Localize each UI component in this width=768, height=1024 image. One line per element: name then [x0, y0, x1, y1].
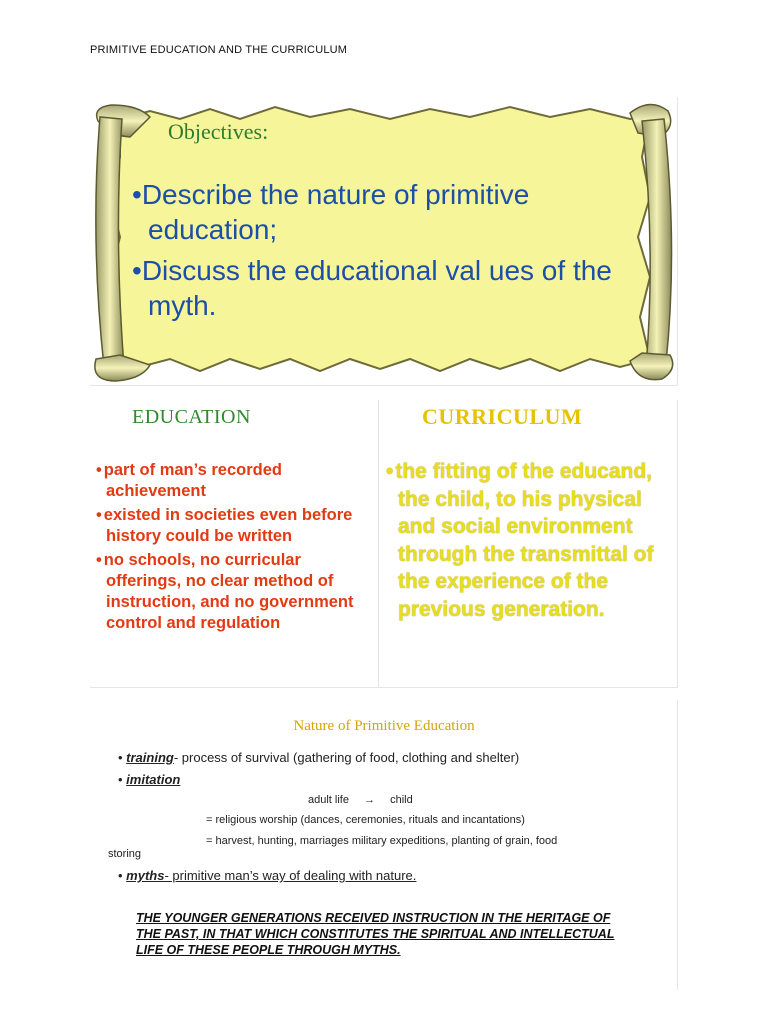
bullet-icon: •	[118, 868, 127, 883]
document-title: PRIMITIVE EDUCATION AND THE CURRICULUM	[90, 44, 348, 56]
education-heading: EDUCATION	[132, 406, 251, 428]
child-label: child	[390, 794, 413, 806]
training-description: - process of survival (gathering of food, clothing and shelter)	[173, 750, 520, 765]
myths-description: - primitive man’s way of dealing with nature.	[164, 868, 417, 883]
bullet-icon: •	[118, 772, 127, 787]
objectives-heading: Objectives:	[168, 119, 269, 144]
education-item: • no schools, no curricular offerings, no clear method of instruction, and no government control and regulation	[94, 550, 376, 634]
training-line	[118, 750, 519, 765]
curriculum-heading: CURRICULUM	[422, 404, 583, 429]
nature-heading: Nature of Primitive Education	[293, 718, 475, 734]
myths-line	[118, 868, 416, 883]
education-curriculum-slide	[90, 400, 678, 688]
column-divider	[378, 400, 379, 688]
curriculum-list	[384, 458, 674, 623]
objectives-list	[132, 177, 652, 329]
myths-term: myths	[126, 868, 165, 883]
education-item: • part of man’s recorded achievement	[94, 460, 376, 502]
harvest-line: = harvest, hunting, marriages military expeditions, planting of grain, food	[206, 835, 558, 847]
objective-item: • Describe the nature of primitive education;	[132, 177, 652, 247]
bullet-icon: •	[118, 750, 127, 765]
arrow-right-icon: →	[364, 794, 376, 806]
objective-item: • Discuss the educational val ues of the myth.	[132, 253, 652, 323]
storing-line: storing	[108, 848, 142, 860]
adult-life-label: adult life	[308, 794, 349, 806]
training-term: training	[126, 750, 174, 765]
nature-slide	[90, 700, 678, 990]
education-item: • existed in societies even before history could be written	[94, 505, 376, 547]
education-list	[94, 460, 376, 637]
imitation-line	[118, 772, 180, 787]
adult-child-line	[308, 794, 413, 806]
imitation-term: imitation	[126, 772, 181, 787]
closing-statement: THE YOUNGER GENERATIONS RECEIVED INSTRUCTION IN THE HERITAGE OF THE PAST, IN THAT WHICH CONSTITUTES THE SPIRITUAL AND INTELLECTUAL LIFE OF THESE PEOPLE THROUGH MYTHS.	[136, 911, 615, 957]
objectives-slide	[90, 97, 678, 386]
curriculum-item: • the fitting of the educand, the child, to his physical and social environment through the transmittal of the experience of the previous generation.	[384, 458, 674, 623]
religious-line: = religious worship (dances, ceremonies, rituals and incantations)	[206, 814, 525, 826]
